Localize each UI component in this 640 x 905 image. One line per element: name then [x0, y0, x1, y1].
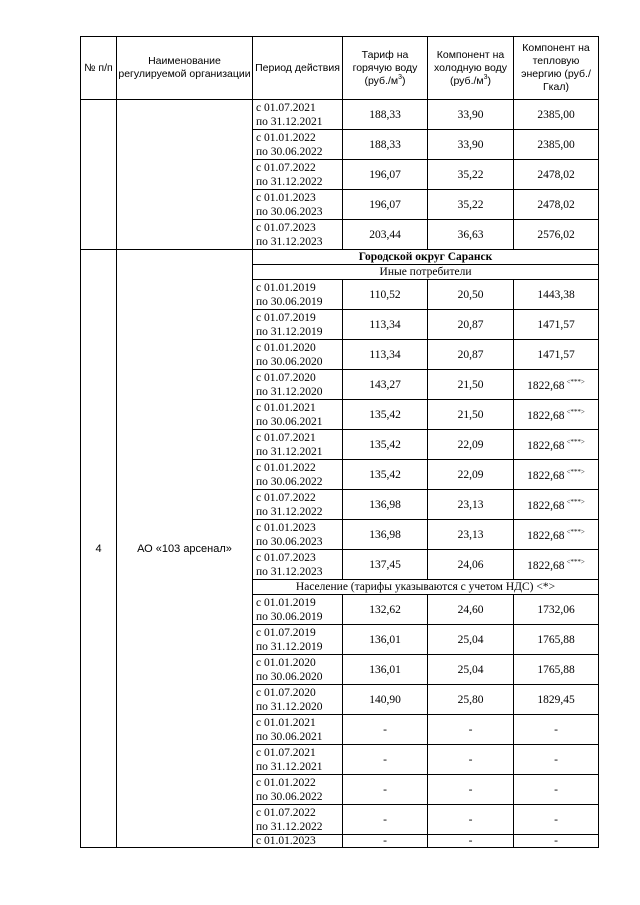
- cold-water-component-value: -: [468, 835, 473, 847]
- tariff-table: [80, 36, 599, 848]
- heat-component-value: 2385,00: [537, 108, 575, 121]
- period-to: по 31.12.2020: [256, 700, 323, 713]
- period-to: по 31.12.2020: [256, 385, 323, 398]
- footnote-mark: <***>: [566, 557, 585, 566]
- cold-water-component-value: 20,87: [457, 318, 484, 331]
- period-cell: [253, 370, 343, 400]
- hot-water-tariff: [343, 520, 428, 550]
- table-body: [81, 100, 599, 848]
- hot-water-tariff-value: 110,52: [369, 288, 401, 301]
- hot-water-tariff: [343, 310, 428, 340]
- heat-component: [514, 520, 599, 550]
- hot-water-tariff: [343, 160, 428, 190]
- hot-water-tariff: [343, 595, 428, 625]
- hot-water-tariff: [343, 220, 428, 250]
- period-from: с 01.07.2023: [256, 551, 316, 564]
- cold-water-component: [428, 715, 514, 745]
- cold-water-component: [428, 340, 514, 370]
- period-cell: [253, 775, 343, 805]
- cold-water-component-value: 35,22: [457, 198, 484, 211]
- period-from: с 01.01.2023: [256, 191, 316, 204]
- group-title-population: Население (тарифы указываются с учетом НДС) <*>: [253, 580, 599, 595]
- header-cold-component: Компонент на холодную воду $(руб./м^3)$: [428, 37, 514, 100]
- period-from: с 01.07.2023: [256, 221, 316, 234]
- period-from: с 01.07.2020: [256, 371, 316, 384]
- cold-water-component: [428, 430, 514, 460]
- period-to: по 31.12.2022: [256, 820, 323, 833]
- cold-water-component: [428, 100, 514, 130]
- period-cell: [253, 805, 343, 835]
- cold-water-component-value: 33,90: [457, 138, 484, 151]
- hot-water-tariff-value: 188,33: [369, 138, 401, 151]
- period-cell: [253, 550, 343, 580]
- period-to: по 31.12.2022: [256, 505, 323, 518]
- heat-component: [514, 220, 599, 250]
- period-to: по 30.06.2022: [256, 145, 323, 158]
- period-to: по 30.06.2020: [256, 355, 323, 368]
- hot-water-tariff-value: 203,44: [369, 228, 401, 241]
- cold-water-component: [428, 130, 514, 160]
- header-org: Наименование регулируемой организации: [117, 37, 253, 100]
- cold-water-component: [428, 805, 514, 835]
- cold-water-component: [428, 460, 514, 490]
- period-cell: [253, 835, 343, 848]
- hot-water-tariff: [343, 655, 428, 685]
- heat-component-value: -: [554, 753, 558, 766]
- heat-component: [514, 370, 599, 400]
- heat-component-value: 1822,68: [527, 469, 565, 482]
- period-cell: [253, 625, 343, 655]
- hot-water-tariff: [343, 835, 428, 848]
- period-to: по 31.12.2021: [256, 760, 323, 773]
- cold-water-component-value: 25,04: [457, 633, 484, 646]
- period-to: по 30.06.2023: [256, 205, 323, 218]
- cold-water-component-value: 35,22: [457, 168, 484, 181]
- period-from: с 01.01.2021: [256, 716, 316, 729]
- hot-water-tariff-value: 136,01: [369, 663, 401, 676]
- cold-water-component: [428, 835, 514, 848]
- cold-water-component-value: 24,60: [457, 603, 484, 616]
- period-cell: [253, 190, 343, 220]
- heat-component: [514, 130, 599, 160]
- heat-component-value: -: [554, 835, 558, 847]
- heat-component: [514, 805, 599, 835]
- cold-water-component: [428, 370, 514, 400]
- period-cell: [253, 280, 343, 310]
- period-from: с 01.01.2020: [256, 341, 316, 354]
- header-num: № п/п: [81, 37, 117, 100]
- hot-water-tariff-value: 143,27: [369, 378, 401, 391]
- footnote-mark: <***>: [566, 377, 585, 386]
- period-cell: [253, 655, 343, 685]
- footnote-mark: <***>: [566, 467, 585, 476]
- cold-water-component-value: 36,63: [457, 228, 484, 241]
- prev-org-name-cell: [117, 100, 253, 250]
- period-cell: [253, 685, 343, 715]
- cold-water-component-value: 33,90: [457, 108, 484, 121]
- cold-water-component-value: 21,50: [457, 378, 484, 391]
- hot-water-tariff: [343, 805, 428, 835]
- hot-water-tariff-value: -: [383, 783, 387, 796]
- hot-water-tariff-value: -: [383, 813, 387, 826]
- header-heat-component: Компонент на тепловую энергию (руб./Гкал): [514, 37, 599, 100]
- heat-component: [514, 685, 599, 715]
- cold-water-component-value: 23,13: [457, 498, 484, 511]
- period-from: с 01.01.2022: [256, 776, 316, 789]
- period-to: по 31.12.2019: [256, 325, 323, 338]
- hot-water-tariff-value: 113,34: [369, 318, 401, 331]
- hot-water-tariff: [343, 550, 428, 580]
- heat-component-value: -: [554, 783, 558, 796]
- heat-component: [514, 625, 599, 655]
- heat-component-value: -: [554, 813, 558, 826]
- heat-component-value: 1732,06: [537, 603, 575, 616]
- cold-water-component: [428, 280, 514, 310]
- period-from: с 01.01.2020: [256, 656, 316, 669]
- period-to: по 30.06.2021: [256, 730, 323, 743]
- period-from: с 01.07.2022: [256, 491, 316, 504]
- heat-component-value: 1765,88: [537, 663, 575, 676]
- period-cell: [253, 220, 343, 250]
- heat-component: [514, 835, 599, 848]
- cold-water-component: [428, 625, 514, 655]
- hot-water-tariff-value: 135,42: [369, 408, 401, 421]
- heat-component-value: 2478,02: [537, 198, 575, 211]
- cold-water-component: [428, 685, 514, 715]
- heat-component-value: 1822,68: [527, 529, 565, 542]
- hot-water-tariff-value: 136,98: [369, 528, 401, 541]
- cold-water-component: [428, 160, 514, 190]
- heat-component: [514, 490, 599, 520]
- hot-water-tariff-value: -: [383, 835, 387, 847]
- period-from: с 01.07.2022: [256, 161, 316, 174]
- hot-water-tariff: [343, 625, 428, 655]
- heat-component-value: -: [554, 723, 558, 736]
- period-to: по 30.06.2019: [256, 610, 323, 623]
- cold-water-component: [428, 655, 514, 685]
- hot-water-tariff-value: 132,62: [369, 603, 401, 616]
- period-from: с 01.07.2020: [256, 686, 316, 699]
- period-cell: [253, 520, 343, 550]
- heat-component-value: 1822,68: [527, 499, 565, 512]
- hot-water-tariff-value: 196,07: [369, 168, 401, 181]
- hot-water-tariff-value: 136,01: [369, 633, 401, 646]
- cold-water-component-value: 20,87: [457, 348, 484, 361]
- period-cell: [253, 160, 343, 190]
- hot-water-tariff-value: 113,34: [369, 348, 401, 361]
- heat-component-value: 1471,57: [537, 318, 575, 331]
- hot-water-tariff-value: 188,33: [369, 108, 401, 121]
- heat-component-value: 1822,68: [527, 439, 565, 452]
- hot-water-tariff: [343, 460, 428, 490]
- heat-component: [514, 745, 599, 775]
- period-to: по 31.12.2023: [256, 235, 323, 248]
- hot-water-tariff-value: 136,98: [369, 498, 401, 511]
- heat-component: [514, 460, 599, 490]
- period-to: по 31.12.2023: [256, 565, 323, 578]
- hot-water-tariff: [343, 190, 428, 220]
- cold-water-component: [428, 550, 514, 580]
- hot-water-tariff: [343, 685, 428, 715]
- cold-water-component: [428, 520, 514, 550]
- heat-component-value: 1822,68: [527, 379, 565, 392]
- period-from: с 01.07.2021: [256, 746, 316, 759]
- heat-component-value: 2385,00: [537, 138, 575, 151]
- period-cell: [253, 130, 343, 160]
- cold-water-component-value: 23,13: [457, 528, 484, 541]
- hot-water-tariff-value: 135,42: [369, 468, 401, 481]
- period-cell: [253, 490, 343, 520]
- cold-water-component: [428, 220, 514, 250]
- hot-water-tariff: [343, 745, 428, 775]
- hot-water-tariff: [343, 430, 428, 460]
- period-to: по 30.06.2022: [256, 790, 323, 803]
- period-to: по 30.06.2021: [256, 415, 323, 428]
- heat-component: [514, 655, 599, 685]
- cold-water-component-value: -: [468, 723, 473, 736]
- cold-water-component-value: 22,09: [457, 468, 484, 481]
- footnote-mark: <***>: [566, 497, 585, 506]
- cold-water-component-value: -: [468, 783, 473, 796]
- header-hot-water: Тариф на горячую воду $(руб./м^3)$: [343, 37, 428, 100]
- hot-water-tariff: [343, 130, 428, 160]
- district-row: [81, 250, 599, 265]
- period-to: по 31.12.2021: [256, 115, 323, 128]
- hot-water-tariff-value: 137,45: [369, 558, 401, 571]
- hot-water-tariff-value: 196,07: [369, 198, 401, 211]
- period-from: с 01.07.2021: [256, 431, 316, 444]
- prev-org-num-cell: [81, 100, 117, 250]
- heat-component-value: 1829,45: [537, 693, 575, 706]
- hot-water-tariff-value: 140,90: [369, 693, 401, 706]
- heat-component: [514, 715, 599, 745]
- cold-water-component-value: -: [468, 813, 473, 826]
- period-cell: [253, 340, 343, 370]
- period-cell: [253, 310, 343, 340]
- table-header-row: [81, 37, 599, 100]
- cold-water-component-value: 24,06: [457, 558, 484, 571]
- period-from: с 01.07.2019: [256, 626, 316, 639]
- org-number: 4: [81, 250, 117, 848]
- heat-component: [514, 100, 599, 130]
- period-from: с 01.01.2019: [256, 281, 316, 294]
- heat-component-value: 2576,02: [537, 228, 575, 241]
- heat-component: [514, 340, 599, 370]
- cold-water-component: [428, 595, 514, 625]
- period-from: с 01.01.2022: [256, 131, 316, 144]
- heat-component: [514, 160, 599, 190]
- org-name: АО «103 арсенал»: [117, 250, 253, 848]
- cold-water-component-value: 22,09: [457, 438, 484, 451]
- hot-water-tariff: [343, 280, 428, 310]
- heat-component: [514, 400, 599, 430]
- district-title: Городской округ Саранск: [253, 250, 599, 265]
- heat-component-value: 1822,68: [527, 559, 565, 572]
- cold-water-component: [428, 745, 514, 775]
- cold-water-component-value: 25,80: [457, 693, 484, 706]
- heat-component: [514, 190, 599, 220]
- heat-component-value: 1471,57: [537, 348, 575, 361]
- heat-component: [514, 310, 599, 340]
- heat-component: [514, 430, 599, 460]
- hot-water-tariff: [343, 370, 428, 400]
- period-to: по 30.06.2023: [256, 535, 323, 548]
- heat-component: [514, 280, 599, 310]
- cold-water-component-value: 25,04: [457, 663, 484, 676]
- heat-component-value: 2478,02: [537, 168, 575, 181]
- period-to: по 31.12.2019: [256, 640, 323, 653]
- cold-water-component: [428, 490, 514, 520]
- period-from: с 01.01.2023: [256, 835, 316, 847]
- cold-water-component: [428, 190, 514, 220]
- cold-water-component: [428, 310, 514, 340]
- cold-water-component-value: -: [468, 753, 473, 766]
- table-row: [81, 100, 599, 130]
- period-to: по 30.06.2020: [256, 670, 323, 683]
- heat-component-value: 1443,38: [537, 288, 575, 301]
- footnote-mark: <***>: [566, 407, 585, 416]
- period-from: с 01.01.2022: [256, 461, 316, 474]
- period-cell: [253, 460, 343, 490]
- cold-water-component: [428, 775, 514, 805]
- period-to: по 31.12.2021: [256, 445, 323, 458]
- group-title-other-consumers: Иные потребители: [253, 265, 599, 280]
- heat-component: [514, 775, 599, 805]
- cold-water-component-value: 20,50: [457, 288, 484, 301]
- footnote-mark: <***>: [566, 527, 585, 536]
- header-period: Период действия: [253, 37, 343, 100]
- period-from: с 01.01.2019: [256, 596, 316, 609]
- hot-water-tariff: [343, 775, 428, 805]
- period-to: по 30.06.2022: [256, 475, 323, 488]
- cold-water-component: [428, 400, 514, 430]
- period-cell: [253, 715, 343, 745]
- period-from: с 01.01.2021: [256, 401, 316, 414]
- hot-water-tariff-value: -: [383, 753, 387, 766]
- heat-component: [514, 550, 599, 580]
- footnote-mark: <***>: [566, 437, 585, 446]
- heat-component-value: 1822,68: [527, 409, 565, 422]
- heat-component: [514, 595, 599, 625]
- hot-water-tariff: [343, 715, 428, 745]
- hot-water-tariff: [343, 490, 428, 520]
- hot-water-tariff: [343, 400, 428, 430]
- period-cell: [253, 430, 343, 460]
- period-to: по 30.06.2019: [256, 295, 323, 308]
- period-from: с 01.07.2021: [256, 101, 316, 114]
- period-cell: [253, 595, 343, 625]
- hot-water-tariff: [343, 340, 428, 370]
- period-cell: [253, 400, 343, 430]
- period-from: с 01.07.2022: [256, 806, 316, 819]
- hot-water-tariff-value: 135,42: [369, 438, 401, 451]
- period-cell: [253, 745, 343, 775]
- heat-component-value: 1765,88: [537, 633, 575, 646]
- cold-water-component-value: 21,50: [457, 408, 484, 421]
- period-cell: [253, 100, 343, 130]
- period-from: с 01.07.2019: [256, 311, 316, 324]
- hot-water-tariff-value: -: [383, 723, 387, 736]
- period-from: с 01.01.2023: [256, 521, 316, 534]
- hot-water-tariff: [343, 100, 428, 130]
- period-to: по 31.12.2022: [256, 175, 323, 188]
